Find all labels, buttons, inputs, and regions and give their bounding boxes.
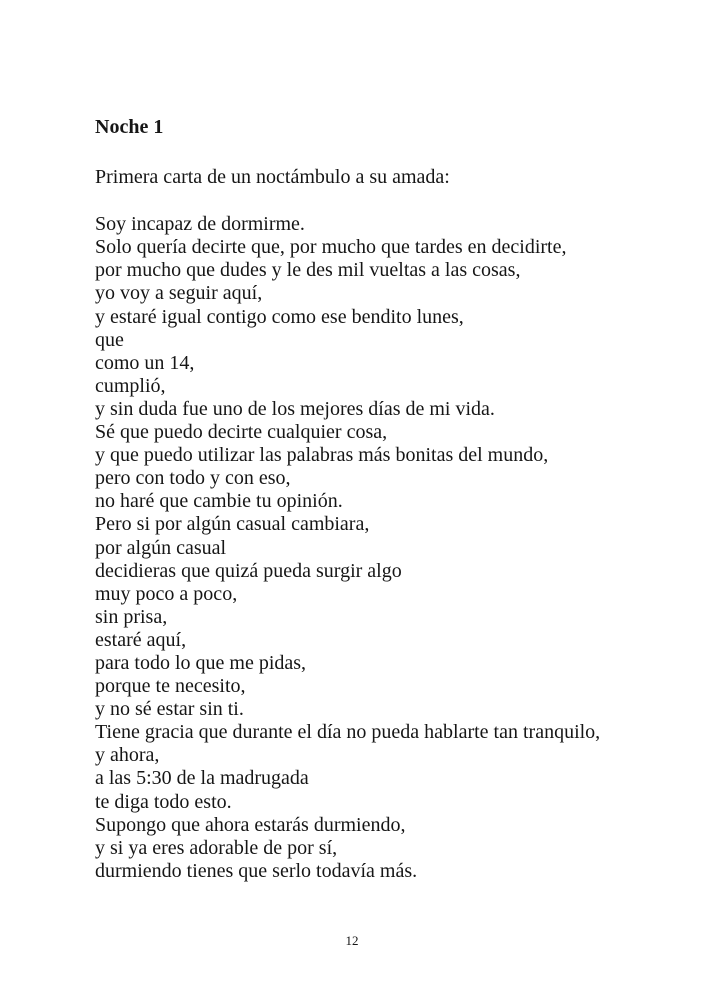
poem-line: como un 14, (95, 351, 195, 374)
poem-line: Supongo que ahora estarás durmiendo, (95, 813, 406, 836)
poem-line: para todo lo que me pidas, (95, 651, 307, 674)
poem-line: y sin duda fue uno de los mejores días de mi vida. (95, 397, 495, 420)
poem-line: decidieras que quizá pueda surgir algo (95, 559, 402, 582)
poem-line: y no sé estar sin ti. (95, 698, 244, 721)
chapter-title: Noche 1 (95, 116, 164, 138)
poem-line: sin prisa, (95, 605, 168, 628)
poem-line: por mucho que dudes y le des mil vueltas a las cosas, (95, 259, 521, 282)
poem-line: y estaré igual contigo como ese bendito lunes, (95, 305, 464, 328)
poem-line: muy poco a poco, (95, 582, 238, 605)
poem-line: cumplió, (95, 374, 166, 397)
poem-line: Soy incapaz de dormirme. (95, 213, 305, 236)
poem-line: pero con todo y con eso, (95, 467, 291, 490)
poem-line: estaré aquí, (95, 628, 187, 651)
poem-line: Solo quería decirte que, por mucho que tardes en decidirte, (95, 236, 567, 259)
poem-line: yo voy a seguir aquí, (95, 282, 263, 305)
poem-line: no haré que cambie tu opinión. (95, 490, 343, 513)
letter-salutation: Primera carta de un noctámbulo a su amada: (95, 166, 450, 189)
poem-line: durmiendo tienes que serlo todavía más. (95, 859, 418, 882)
poem-line: que (95, 328, 124, 351)
page-number: 12 (345, 933, 359, 948)
poem-line: y ahora, (95, 744, 160, 767)
poem-line: Pero si por algún casual cambiara, (95, 513, 370, 536)
poem-line: y si ya eres adorable de por sí, (95, 836, 338, 859)
letter-body (95, 213, 644, 883)
poem-line: a las 5:30 de la madrugada (95, 767, 309, 790)
poem-line: Sé que puedo decirte cualquier cosa, (95, 421, 388, 444)
poem-line: te diga todo esto. (95, 790, 232, 813)
poem-line: Tiene gracia que durante el día no pueda hablarte tan tranquilo, (95, 721, 601, 744)
poem-line: porque te necesito, (95, 675, 246, 698)
poem-line: y que puedo utilizar las palabras más bonitas del mundo, (95, 444, 549, 467)
poem-line: por algún casual (95, 536, 227, 559)
